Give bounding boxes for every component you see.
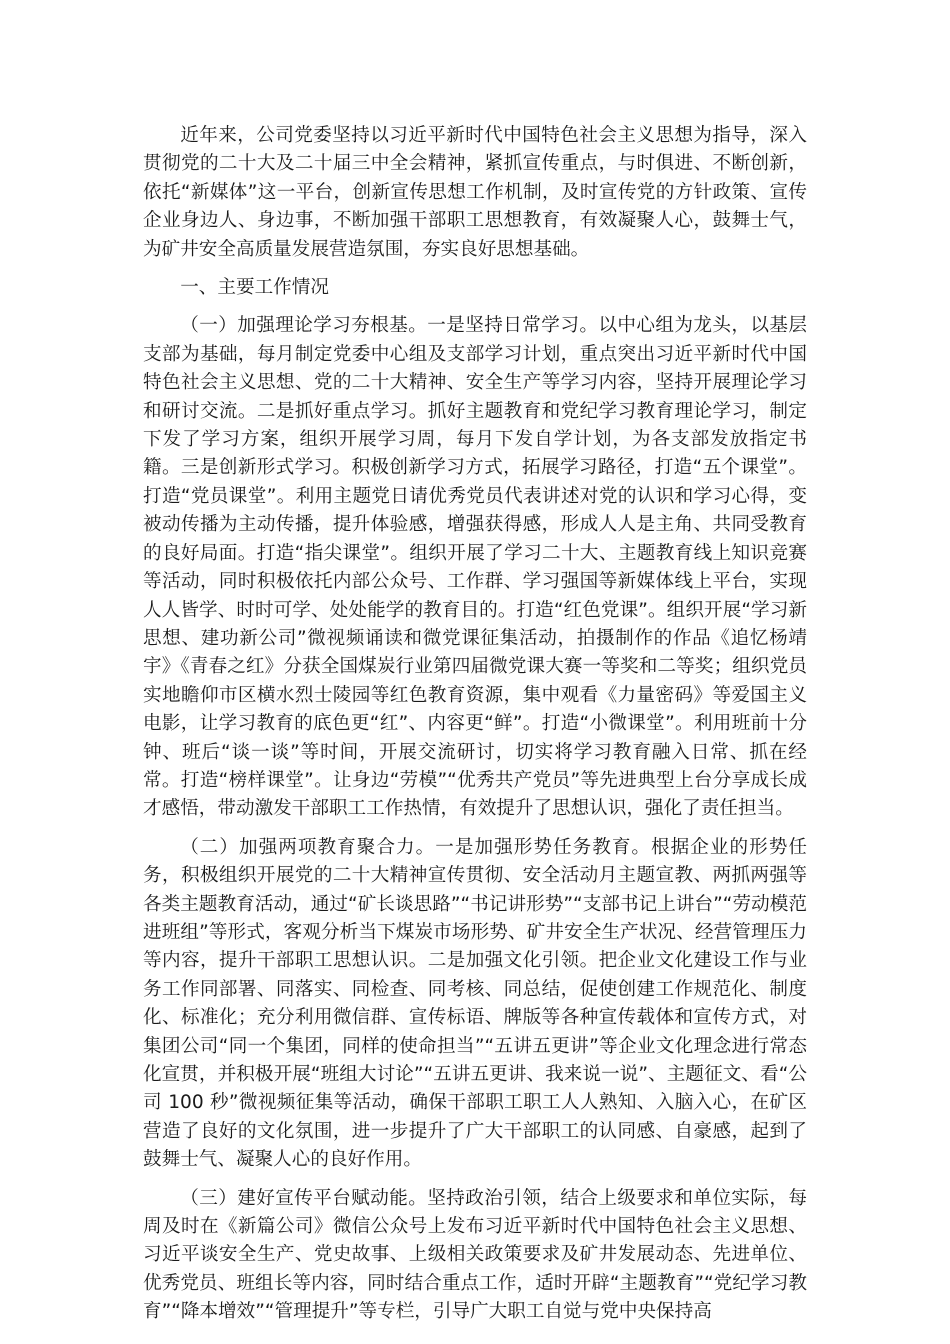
paragraph-two-education: （二）加强两项教育聚合力。一是加强形势任务教育。根据企业的形势任务，积极组织开展党的二十大精神宣传贯彻、安全活动月主题宣教、两抓两强等各类主题教育活动，通过“矿长谈思路”“书记讲形势”“支部书记上讲台”“劳动模范进班组”等形式，客观分析当下煤炭市场形势、矿井安全生产状况、经营管理压力等内容，提升干部职工思想认识。二是加强文化引领。把企业文化建设工作与业务工作同部署、同落实、同检查、同考核、同总结，促使创建工作规范化、制度化、标准化；充分利用微信群、宣传标语、牌版等各种宣传载体和宣传方式，对集团公司“同一个集团，同样的使命担当”“五讲五更讲”等企业文化理念进行常态化宣贯，并积极开展“班组大讨论”“五讲五更讲、我来说一说”、主题征文、看“公司 100 秒”微视频征集等活动，确保干部职工职工人人熟知、入脑入心，在矿区营造了良好的文化氛围，进一步提升了广大干部职工的认同感、自豪感，起到了鼓舞士气、凝聚人心的良好作用。 (143, 836, 807, 1171)
section-title: 一、主要工作情况 (180, 277, 329, 299)
document-body (143, 122, 807, 1337)
paragraph-publicity-platform: （三）建好宣传平台赋动能。坚持政治引领，结合上级要求和单位实际，每周及时在《新篇公司》微信公众号上发布习近平新时代中国特色社会主义思想、习近平谈安全生产、党史故事、上级相关政策要求及矿井发展动态、先进单位、优秀党员、班组长等内容，同时结合重点工作，适时开辟“主题教育”“党纪学习教育”“降本增效”“管理提升”等专栏，引导广大职工自觉与党中央保持高 (143, 1187, 807, 1323)
paragraph-theory-study: （一）加强理论学习夯根基。一是坚持日常学习。以中心组为龙头，以基层支部为基础，每月制定党委中心组及支部学习计划，重点突出习近平新时代中国特色社会主义思想、党的二十大精神、安全生产等学习内容，坚持开展理论学习和研讨交流。二是抓好重点学习。抓好主题教育和党纪学习教育理论学习，制定下发了学习方案，组织开展学习周，每月下发自学计划，为各支部发放指定书籍。三是创新形式学习。积极创新学习方式，拓展学习路径，打造“五个课堂”。打造“党员课堂”。利用主题党日请优秀党员代表讲述对党的认识和学习心得，变被动传播为主动传播，提升体验感，增强获得感，形成人人是主角、共同受教育的良好局面。打造“指尖课堂”。组织开展了学习二十大、主题教育线上知识竞赛等活动，同时积极依托内部公众号、工作群、学习强国等新媒体线上平台，实现人人皆学、时时可学、处处能学的教育目的。打造“红色党课”。组织开展“学习新思想、建功新公司”微视频诵读和微党课征集活动，拍摄制作的作品《追忆杨靖宇》《青春之红》分获全国煤炭行业第四届微党课大赛一等奖和二等奖；组织党员实地瞻仰市区横水烈士陵园等红色教育资源，集中观看《力量密码》等爱国主义电影，让学习教育的底色更“红”、内容更“鲜”。打造“小微课堂”。利用班前十分钟、班后“谈一谈”等时间，开展交流研讨，切实将学习教育融入日常、抓在经常。打造“榜样课堂”。让身边“劳模”“优秀共产党员”等先进典型上台分享成长成才感悟，带动激发干部职工工作热情，有效提升了思想认识，强化了责任担当。 (143, 315, 807, 820)
intro-paragraph: 近年来，公司党委坚持以习近平新时代中国特色社会主义思想为指导，深入贯彻党的二十大及二十届三中全会精神，紧抓宣传重点，与时俱进、不断创新，依托“新媒体”这一平台，创新宣传思想工作机制，及时宣传党的方针政策、宣传企业身边人、身边事，不断加强干部职工思想教育，有效凝聚人心，鼓舞士气，为矿井安全高质量发展营造氛围，夯实良好思想基础。 (143, 125, 807, 260)
